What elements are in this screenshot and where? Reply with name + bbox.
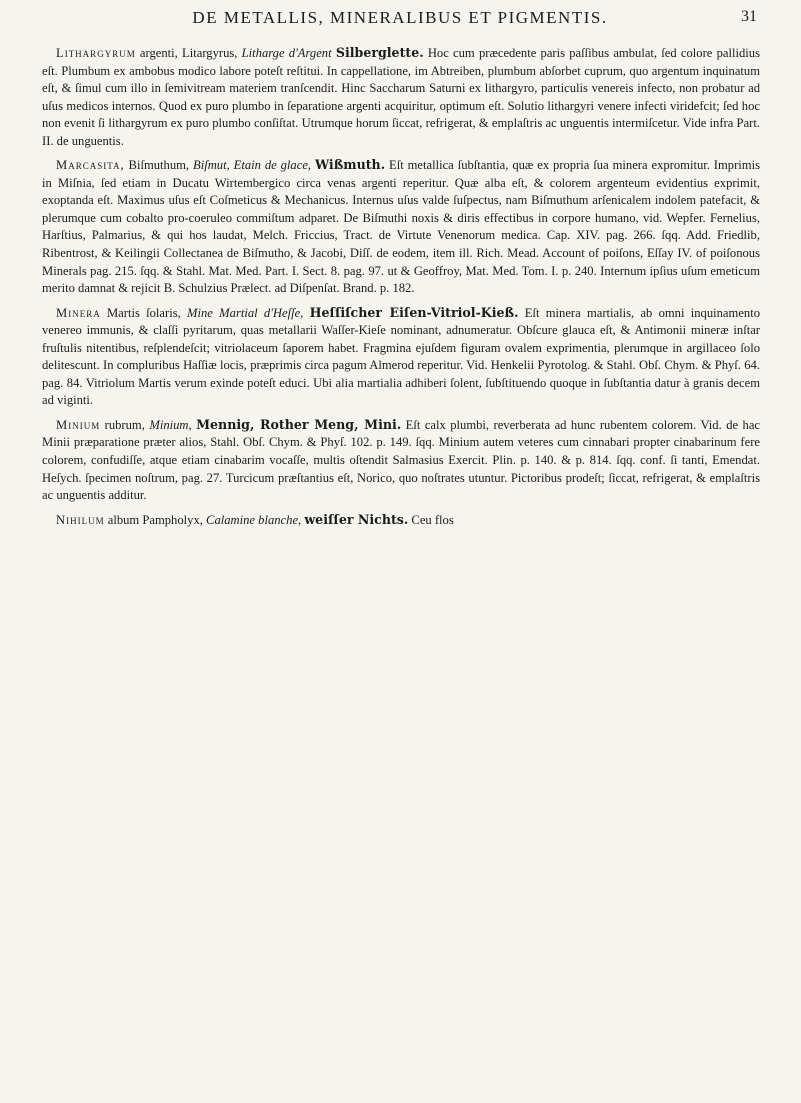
entry-german-name: Wißmuth. (314, 157, 386, 173)
entry-synonyms: rubrum, (100, 417, 150, 432)
entry-marcasita (42, 156, 760, 297)
entry-french-name: Litharge d'Argent (241, 46, 332, 60)
entry-nihilum (42, 511, 760, 530)
body-text (42, 44, 760, 535)
entry-synonyms: Biſmuthum, (124, 158, 193, 173)
entry-lemma: Marcasita, (56, 158, 125, 173)
entry-lithargyrum (42, 44, 760, 150)
page-number: 31 (741, 8, 757, 25)
entry-lemma: Lithargyrum (56, 46, 136, 60)
entry-german-name: weiſſer Nichts. (304, 511, 409, 527)
entry-text: Ceu flos (408, 512, 454, 527)
entry-french-name: Minium, (149, 417, 192, 432)
entry-synonyms: Martis ſolaris, (100, 305, 188, 320)
entry-lemma: Nihilum (56, 512, 105, 527)
entry-minium (42, 416, 760, 505)
entry-lemma: Minera (56, 305, 101, 320)
entry-minera (42, 304, 760, 410)
entry-text: Eſt minera martialis, ab omni inquinamento venereo immunis, & claſſi pyritarum, quas metallarii Waſſer-Kieſe nominant, adnumeratur. Obſcure glauca eſt, & Antimonii mineræ inſtar fruſtulis nitentibus, reſplendeſcit; vitriolaceum ſaporem habet. Fragmina ejuſdem figuram ovalem exprimentia, plerumque in argillaceo ſolo delitescunt. In compluribus Haſſiæ locis, præprimis circa pagum Almerod reperitur. Vid. Henkelii Pyrotolog. & Stahl. Obſ. Chym. & Phyſ. 64. pag. 84. Vitriolum Martis verum exinde poteſt educi. Ubi alia martialia adhiberi ſolent, ſubſtituendo quoque in ſubſtantia datur à granis decem ad viginti. (42, 305, 761, 408)
entry-synonyms: album Pampholyx, (104, 512, 207, 527)
entry-text: Hoc cum præcedente paris paſſibus ambulat, ſed colore pallidius eſt. Plumbum ex ambobus modico labore poteſt reſtitui. In cappellatione, im Abtreiben, plumbum abſorbet cuprum, quo argentum inquinatum eſt, & ſimul cum illo in ſemivitream materiem tranſcendit. Hinc Saccharum Saturni ex lithargyro, particulis venereis infecto, non probatur ad uſus medicos internos. Quod ex puro plumbo in ſeparatione argenti acquiritur, optimum eſt. Solutio lithargyri venere infecti viridefcit; ſed hoc non evenit ſi lithargyrum ex puro plumbo conſiſtat. Utrumque horum ſiccat, refrigerat, & emplaſtris ac unguentis intermiſcetur. Vide infra Part. II. de unguentis. (42, 46, 760, 148)
entry-german-name: Mennig, Rother Meng, Mini. (196, 416, 402, 432)
entry-synonyms: argenti, Litargyrus, (135, 46, 242, 60)
entry-french-name: Mine Martial d'Heſſe, (187, 305, 304, 320)
entry-lemma: Minium (56, 417, 101, 432)
entry-french-name: Calamine blanche, (206, 512, 302, 527)
entry-german-name: Heſſiſcher Eiſen-Vitriol-Kieß. (309, 304, 519, 320)
entry-text: Eſt metallica ſubſtantia, quæ ex propria ſua minera expromitur. Imprimis in Miſnia, ſed etiam in Ducatu Wirtembergico circa venas argenti reperitur. Quæ alba eſt, & colorem argenteum evidentius exprimit, exoptanda eſt. Maximus uſus eſt Coſmeticus & Mechanicus. Internus uſus valde ſuſpectus, nam Biſmuthum arſenicalem indolem patefacit, & plerumque cum cobalto pro-coeruleo commiſtum adparet. De Biſmuthi noxis & diris effectibus in corpore humano, vid. Wepfer. Fernelius, Harſtius, Palmarius, & qui hos laudat, Melch. Friccius, Tract. de Virtute Venenorum medica. Cap. XIV. pag. 266. ſqq. Add. Friedlib, Ribentrost, & Keilingii Collectanea de Biſmutho, & Jacobi, Diſſ. de eodem, item ill. Rich. Mead. Account of poiſons, Eſſay IV. of poiſonous Minerals pag. 215. ſqq. & Stahl. Mat. Med. Part. I. Sect. 8. pag. 97. ut & Geoffroy, Mat. Med. Tom. I. p. 240. Internum ipſius uſum emeticum merito damnat & rejicit B. Schulzius Prælect. ad Diſpenſat. Brand. p. 182. (42, 158, 760, 296)
entry-text: Eſt calx plumbi, reverberata ad hunc rubentem colorem. Vid. de hac Minii præparatione præter alios, Stahl. Obſ. Chym. & Phyſ. 102. p. 149. ſqq. Minium autem veteres cum cinnabari propter cinabarinum fere colorem, confudiſſe, atque etiam cinabarim vocaſſe, multis oſtendit Salmasius Exercit. Plin. p. 140. & p. 814. ſqq. conf. ſi tanti, Emendat. Heſych. ſpecimen noſtrum, pag. 27. Turcicum præſtantius eſt, Norico, quo noſtrates utuntur. Pictoribus prodeſt; ſiccat, refrigerat, & emplaſtris ac unguentis additur. (42, 417, 760, 503)
entry-french-name: Biſmut, Etain de glace, (193, 158, 312, 173)
entry-german-name: Silberglette. (335, 45, 424, 60)
running-head: DE METALLIS, MINERALIBUS ET PIGMENTIS. (192, 8, 608, 27)
